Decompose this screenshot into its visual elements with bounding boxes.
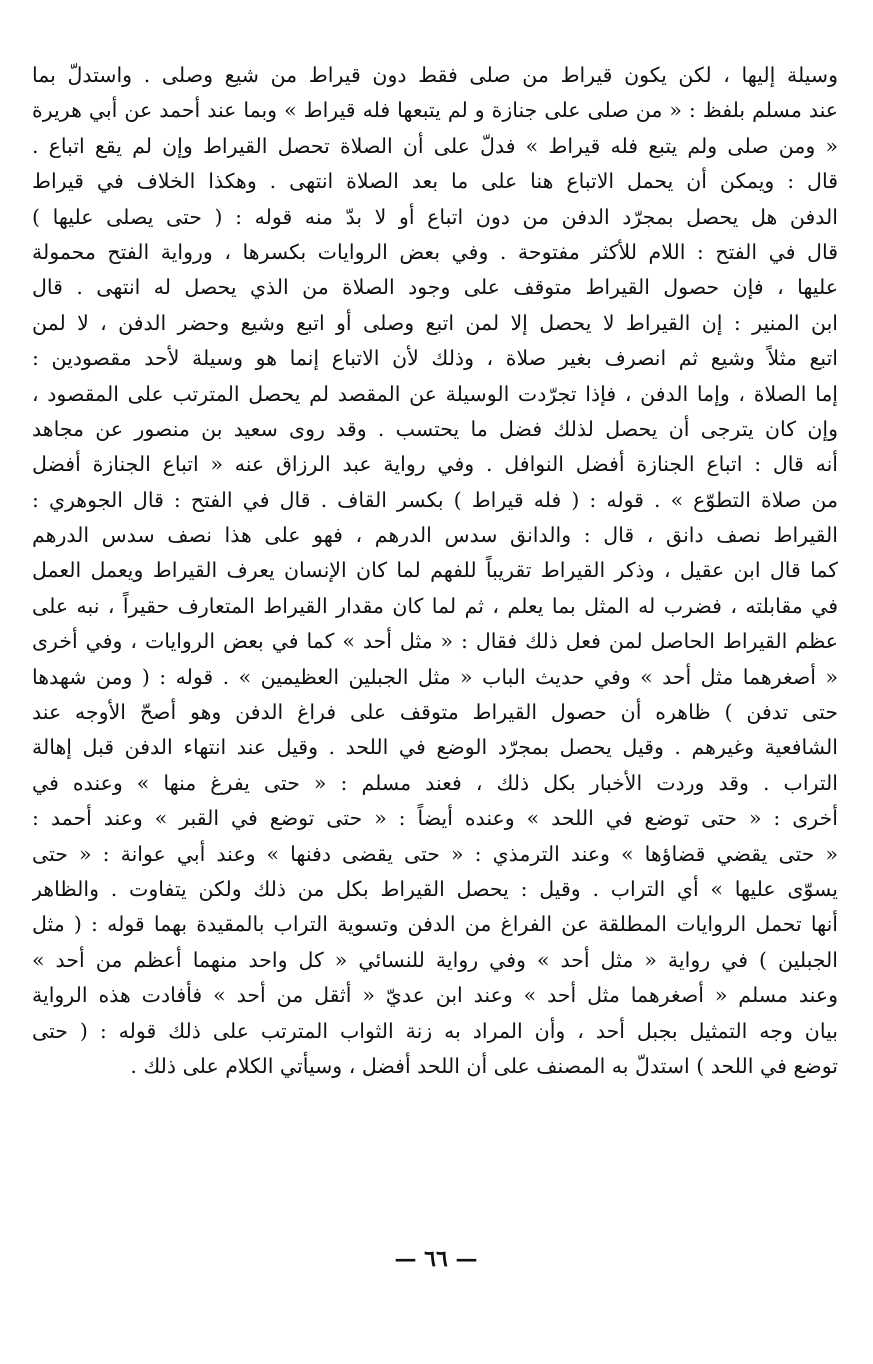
text-line-27: وعند مسلم « أصغرهما مثل أحد » وعند ابن عديّ « أثقل من أحد » فأفادت هذه الرواية xyxy=(32,983,838,1008)
text-line-15: كما قال ابن عقيل ، وذكر القيراط تقريباً للفهم لما كان الإنسان يعرف القيراط ويعمل العمل xyxy=(32,558,838,583)
text-line-9: اتبع مثلاً وشيع ثم انصرف بغير صلاة ، وذلك لأن الاتباع إنما هو وسيلة لأحد مقصودين : xyxy=(32,346,838,371)
text-line-14: القيراط نصف دانق ، قال : والدانق سدس الدرهم ، فهو على هذا نصف سدس الدرهم xyxy=(32,523,838,548)
text-line-3: « ومن صلى ولم يتبع فله قيراط » فدلّ على أن الصلاة تحصل القيراط وإن لم يقع اتباع . xyxy=(32,133,838,158)
page-number: — ٦٦ — xyxy=(394,1246,478,1272)
text-line-8: ابن المنير : إن القيراط لا يحصل إلا لمن اتبع وصلى أو اتبع وشيع وحضر الدفن ، لا لمن xyxy=(32,310,838,335)
text-line-13: من صلاة التطوّع » . قوله : ( فله قيراط ) بكسر القاف . قال في الفتح : قال الجوهري : xyxy=(32,487,838,512)
text-line-1: وسيلة إليها ، لكن يكون قيراط من صلى فقط دون قيراط من شيع وصلى . واستدلّ بما xyxy=(32,63,838,87)
text-line-24: يسوّى عليها » أي التراب . وقيل : يحصل القيراط بكل من ذلك ولكن يتفاوت . والظاهر xyxy=(32,876,838,901)
text-line-23: « حتى يقضي قضاؤها » وعند الترمذي : « حتى يقضى دفنها » وعند أبي عوانة : « حتى xyxy=(32,841,838,866)
text-line-16: في مقابلته ، فضرب له المثل بما يعلم ، ثم لما كان مقدار القيراط المتعارف حقيراً ، نبه على xyxy=(32,593,838,618)
text-line-20: الشافعية وغيرهم . وقيل يحصل بمجرّد الوضع في اللحد . وقيل عند انتهاء الدفن قبل إهالة xyxy=(32,735,838,760)
text-line-21: التراب . وقد وردت الأخبار بكل ذلك ، فعند مسلم : « حتى يفرغ منها » وعنده في xyxy=(32,770,838,795)
text-line-11: وإن كان يترجى أن يحصل لذلك فضل ما يحتسب . وقد روى سعيد بن منصور عن مجاهد xyxy=(32,416,838,441)
text-line-25: أنها تحمل الروايات المطلقة عن الفراغ من الدفن وتسوية التراب بالمقيدة بهما قوله : ( مثل xyxy=(32,912,838,937)
text-line-19: حتى تدفن ) ظاهره أن حصول القيراط متوقف على فراغ الدفن وهو أصحّ الأوجه عند xyxy=(32,700,838,725)
text-line-4: قال : ويمكن أن يحمل الاتباع هنا على ما بعد الصلاة انتهى . وهكذا الخلاف في قيراط xyxy=(32,169,838,194)
text-line-10: إما الصلاة ، وإما الدفن ، فإذا تجرّدت الوسيلة عن المقصد لم يحصل المترتب على المقصود ، xyxy=(32,381,838,406)
text-line-12: أنه قال : اتباع الجنازة أفضل النوافل . وفي رواية عبد الرزاق عنه « اتباع الجنازة أفضل xyxy=(32,452,838,477)
text-line-18: « أصغرهما مثل أحد » وفي حديث الباب « مثل الجبلين العظيمين » . قوله : ( ومن شهدها xyxy=(32,664,838,689)
text-line-5: الدفن هل يحصل بمجرّد الدفن من دون اتباع أو لا بدّ منه قوله : ( حتى يصلى عليها ) xyxy=(32,204,838,229)
text-line-7: عليها ، فإن حصول القيراط متوقف على وجود الصلاة من الذي يحصل له انتهى . قال xyxy=(32,275,838,300)
text-line-22: أخرى : « حتى توضع في اللحد » وعنده أيضاً : « حتى توضع في القبر » وعند أحمد : xyxy=(32,806,838,831)
text-line-6: قال في الفتح : اللام للأكثر مفتوحة . وفي بعض الروايات بكسرها ، ورواية الفتح محمولة xyxy=(32,239,838,264)
text-line-29: توضع في اللحد ) استدلّ به المصنف على أن اللحد أفضل ، وسيأتي الكلام على ذلك . xyxy=(130,1053,838,1078)
text-line-2: عند مسلم بلفظ : « من صلى على جنازة و لم يتبعها فله قيراط » وبما عند أحمد عن أبي هريرة xyxy=(32,98,838,123)
body-text xyxy=(32,58,838,1084)
text-line-26: الجبلين ) في رواية « مثل أحد » وفي رواية للنسائي « كل واحد منهما أعظم من أحد » xyxy=(32,947,838,972)
text-line-17: عظم القيراط الحاصل لمن فعل ذلك فقال : « مثل أحد » كما في بعض الروايات ، وفي أخرى xyxy=(32,629,838,654)
text-line-28: بيان وجه التمثيل بجبل أحد ، وأن المراد به زنة الثواب المترتب على ذلك قوله : ( حتى xyxy=(32,1018,838,1043)
